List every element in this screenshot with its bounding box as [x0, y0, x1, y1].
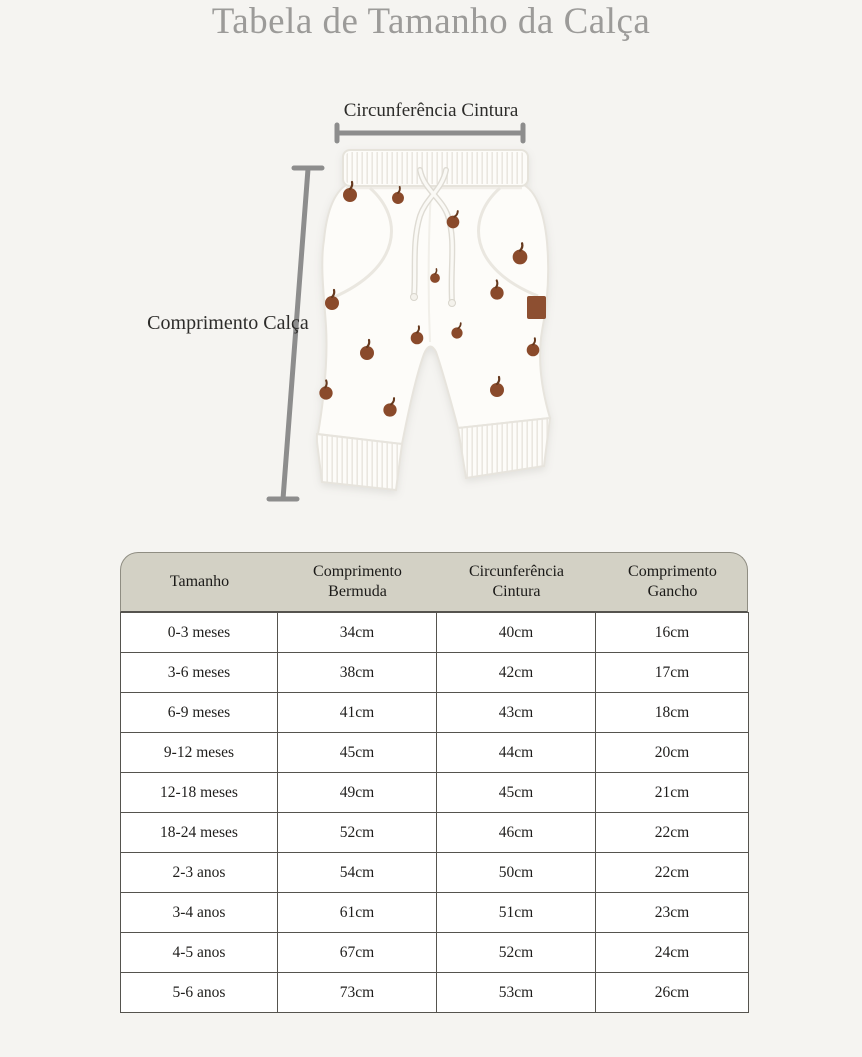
table-row: [121, 733, 749, 773]
table-cell: 21cm: [596, 773, 749, 813]
table-cell: 24cm: [596, 933, 749, 973]
table-cell: 2-3 anos: [121, 853, 278, 893]
table-cell: 49cm: [278, 773, 437, 813]
table-row: [121, 613, 749, 653]
size-table-header: [120, 552, 748, 612]
length-measure-label: Comprimento Calça: [147, 312, 309, 334]
table-cell: 5-6 anos: [121, 973, 278, 1013]
table-cell: 6-9 meses: [121, 693, 278, 733]
table-cell: 0-3 meses: [121, 613, 278, 653]
brand-patch: [527, 296, 546, 319]
table-cell: 52cm: [278, 813, 437, 853]
header-cell-circunferencia-cintura: Circunferência Cintura: [468, 563, 565, 600]
table-row: [121, 853, 749, 893]
table-cell: 18-24 meses: [121, 813, 278, 853]
table-cell: 43cm: [437, 693, 596, 733]
table-cell: 12-18 meses: [121, 773, 278, 813]
table-row: [121, 813, 749, 853]
table-cell: 38cm: [278, 653, 437, 693]
table-cell: 50cm: [437, 853, 596, 893]
size-table-body: [121, 613, 749, 1013]
table-row: [121, 893, 749, 933]
table-row: [121, 933, 749, 973]
pants-waistband: [343, 150, 528, 186]
table-cell: 41cm: [278, 693, 437, 733]
table-cell: 3-6 meses: [121, 653, 278, 693]
table-cell: 67cm: [278, 933, 437, 973]
pants-illustration: [316, 146, 562, 500]
table-row: [121, 973, 749, 1013]
table-cell: 53cm: [437, 973, 596, 1013]
waist-measure-label: Circunferência Cintura: [343, 100, 519, 121]
table-cell: 22cm: [596, 853, 749, 893]
table-cell: 45cm: [437, 773, 596, 813]
page-title: Tabela de Tamanho da Calça: [211, 1, 651, 42]
header-cell-comprimento-gancho: Comprimento Gancho: [628, 563, 717, 600]
table-cell: 26cm: [596, 973, 749, 1013]
table-cell: 20cm: [596, 733, 749, 773]
table-cell: 46cm: [437, 813, 596, 853]
table-cell: 4-5 anos: [121, 933, 278, 973]
table-row: [121, 653, 749, 693]
table-cell: 42cm: [437, 653, 596, 693]
pants-body: [318, 184, 550, 444]
table-cell: 54cm: [278, 853, 437, 893]
table-cell: 45cm: [278, 733, 437, 773]
table-cell: 34cm: [278, 613, 437, 653]
table-row: [121, 693, 749, 733]
table-cell: 52cm: [437, 933, 596, 973]
table-cell: 73cm: [278, 973, 437, 1013]
size-table: [120, 552, 748, 1013]
header-cell-tamanho: Tamanho: [169, 573, 230, 590]
table-cell: 16cm: [596, 613, 749, 653]
size-table-grid: [120, 612, 749, 1013]
table-cell: 9-12 meses: [121, 733, 278, 773]
waist-measure-line: [328, 122, 532, 144]
table-cell: 17cm: [596, 653, 749, 693]
table-cell: 22cm: [596, 813, 749, 853]
table-cell: 51cm: [437, 893, 596, 933]
table-row: [121, 773, 749, 813]
table-cell: 40cm: [437, 613, 596, 653]
table-cell: 18cm: [596, 693, 749, 733]
header-cell-comprimento-bermuda: Comprimento Bermuda: [313, 563, 402, 600]
table-cell: 44cm: [437, 733, 596, 773]
table-cell: 3-4 anos: [121, 893, 278, 933]
table-cell: 23cm: [596, 893, 749, 933]
table-cell: 61cm: [278, 893, 437, 933]
